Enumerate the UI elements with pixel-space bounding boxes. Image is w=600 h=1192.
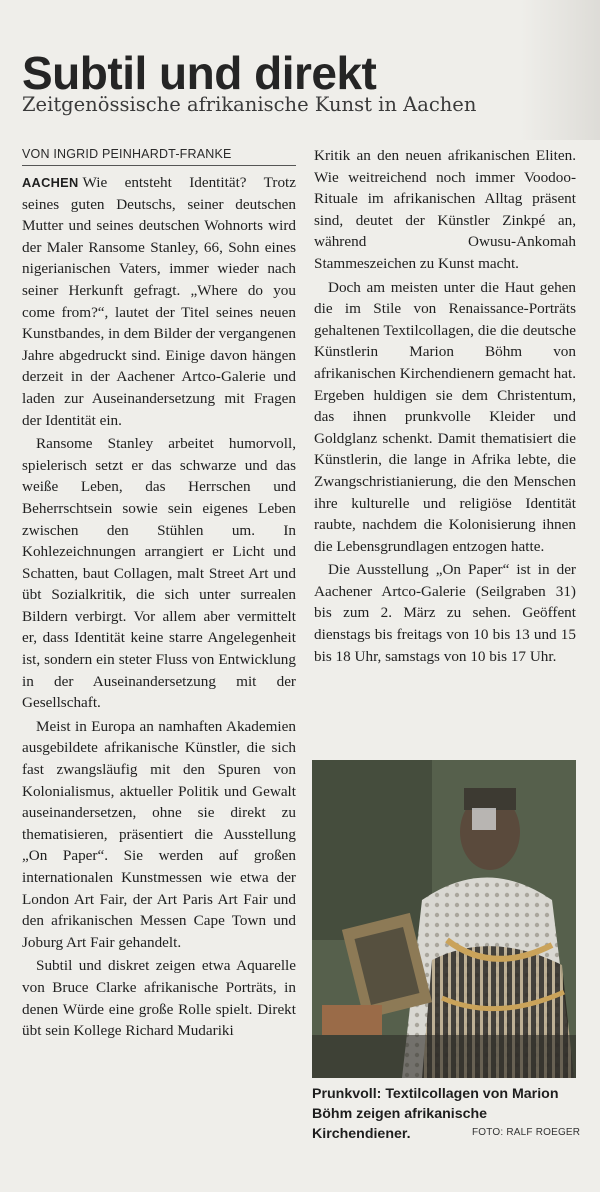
photo-caption: Prunkvoll: Textilcollagen von Marion Böhm zeigen afrikanische Kirchendiener. [312,1086,559,1142]
paragraph: Ransome Stanley arbeitet humorvoll, spielerisch setzt er das schwarze und das weiße Leben, das Herrschen und Beherrschtsein sowie sein eigenes Leben zwischen den Stühlen um. In Kohlezeichnungen arrangiert er Licht und Schatten, baut Collagen, malt Street Art und übt Sozialkritik, die sich unter surrealen Bildern verbirgt. Vor allem aber vermittelt er, dass Identität keine starre Angelegenheit ist, sondern ein steter Fluss von Entwicklung in der Auseinandersetzung mit der Gesellschaft. [22,435,296,712]
photo-credit: FOTO: RALF ROEGER [472,1127,581,1138]
paragraph: Subtil und diskret zeigen etwa Aquarelle von Bruce Clarke afrikanische Porträts, in denen Würde eine große Rolle spielt. Direkt übt sein Kollege Richard Mudariki [22,957,296,1040]
artwork-photo [312,760,576,1078]
headline: Subtil und direkt [22,46,377,99]
textile-collage-image [312,760,576,1078]
subheadline: Zeitgenössische afrikanische Kunst in Aachen [22,93,477,116]
right-column [314,145,576,669]
left-column [22,145,296,1044]
dateline: AACHEN [22,175,79,190]
paragraph: Kritik an den neuen afrikanischen Eliten. Wie weitreichend noch immer Voodoo-Rituale im afrikanischen Alltag präsent sind, deutet der Künstler Zinkpé an, während Owusu-Ankomah Stammeszeichen zu Kunst macht. [314,147,576,272]
byline: VON INGRID PEINHARDT-FRANKE [22,145,296,166]
paragraph: Doch am meisten unter die Haut gehen die im Stile von Renaissance-Porträts gehaltenen Textilcollagen, die die deutsche Künstlerin Marion Böhm von afrikanischen Kirchendienern gemacht hat. Ergeben huldigen sie dem Christentum, das ihnen prunkvolle Kleider und Goldglanz schenkt. Damit thematisiert die Künstlerin, die lange in Afrika lebte, die Zwangschristianierung, die den Menschen ihre kulturelle und religiöse Identität raubte, nachdem die Kolonisierung ihnen die Lebensgrundlagen entzogen hatte. [314,278,576,555]
paragraph: Meist in Europa an namhaften Akademien ausgebildete afrikanische Künstler, die sich fast zwangsläufig mit den Spuren von Kolonialismus, aktueller Politik und Gewalt auseinandersetzen, ohne sie direkt zu thematisieren, präsentiert die Ausstellung „On Paper“. Sie werden auf großen internationalen Kunstmessen wie etwa der London Art Fair, der Art Paris Art Fair und den afrikanischen Messen Cape Town und Joburg Art Fair gehandelt. [22,717,296,951]
paragraph: AACHEN Wie entsteht Identität? Trotz seines guten Deutschs, seiner deutschen Mutter und seines deutschen Wohnorts wird der Maler Ransome Stanley, 66, Sohn eines nigerianischen Vaters, immer wieder nach seiner Herkunft gefragt. „Where do you come from?“, lautet der Titel seines neuen Kunstbandes, in dem Bilder der vergangenen Jahre abgedruckt sind. Einige davon hängen derzeit in der Aachener Artco-Galerie und laden zur Auseinandersetzung mit Fragen der Identität ein. [22,174,296,429]
paragraph: Die Ausstellung „On Paper“ ist in der Aachener Artco-Galerie (Seilgraben 31) bis zum 2. März zu sehen. Geöffent dienstags bis freitags von 10 bis 13 und 15 bis 18 Uhr, samstags von 10 bis 17 Uhr. [314,561,576,665]
